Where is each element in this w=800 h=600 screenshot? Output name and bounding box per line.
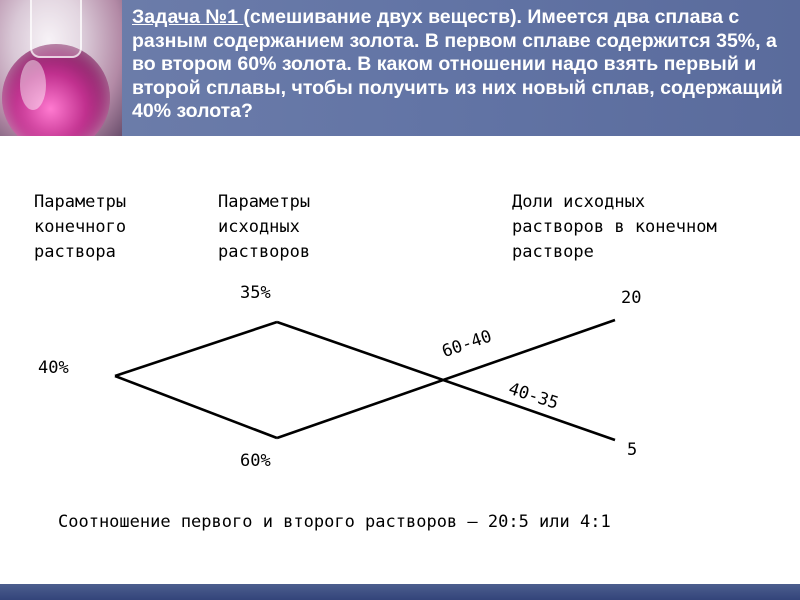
- column-final-line-2: конечного: [34, 217, 127, 237]
- conclusion-text: Соотношение первого и второго растворов – 20:5 или 4:1: [58, 512, 611, 532]
- column-shares-line-2: растворов в конечном: [512, 217, 717, 237]
- column-initial-line-3: растворов: [218, 242, 311, 262]
- line-second-to-upper-result: [277, 320, 615, 438]
- footer-bar: [0, 584, 800, 600]
- column-shares-line-1: Доли исходных: [512, 192, 646, 212]
- label-second-value: 60%: [240, 451, 271, 471]
- label-final-value: 40%: [38, 358, 69, 378]
- column-initial-line-1: Параметры: [218, 192, 311, 212]
- label-difference-lower: 40-35: [506, 378, 561, 414]
- line-final-to-second: [115, 376, 277, 438]
- label-result-first: 20: [621, 288, 642, 308]
- label-result-second: 5: [627, 440, 638, 460]
- column-final-line-1: Параметры: [34, 192, 127, 212]
- label-first-value: 35%: [240, 283, 271, 303]
- label-difference-upper: 60-40: [439, 326, 495, 362]
- line-final-to-first: [115, 322, 277, 376]
- column-shares-line-3: растворе: [512, 242, 594, 262]
- task-text: (смешивание двух веществ). Имеется два сплава с разным содержанием золота. В первом сплаве содержится 35%, а во втором 60% золота. В каком отношении надо взять первый и второй сплавы, чтобы получить из них новый сплав, содержащий 40% золота?: [132, 6, 783, 123]
- task-title: Задача №1: [132, 6, 244, 28]
- column-initial-line-2: исходных: [218, 217, 300, 237]
- column-final-line-3: раствора: [34, 242, 116, 262]
